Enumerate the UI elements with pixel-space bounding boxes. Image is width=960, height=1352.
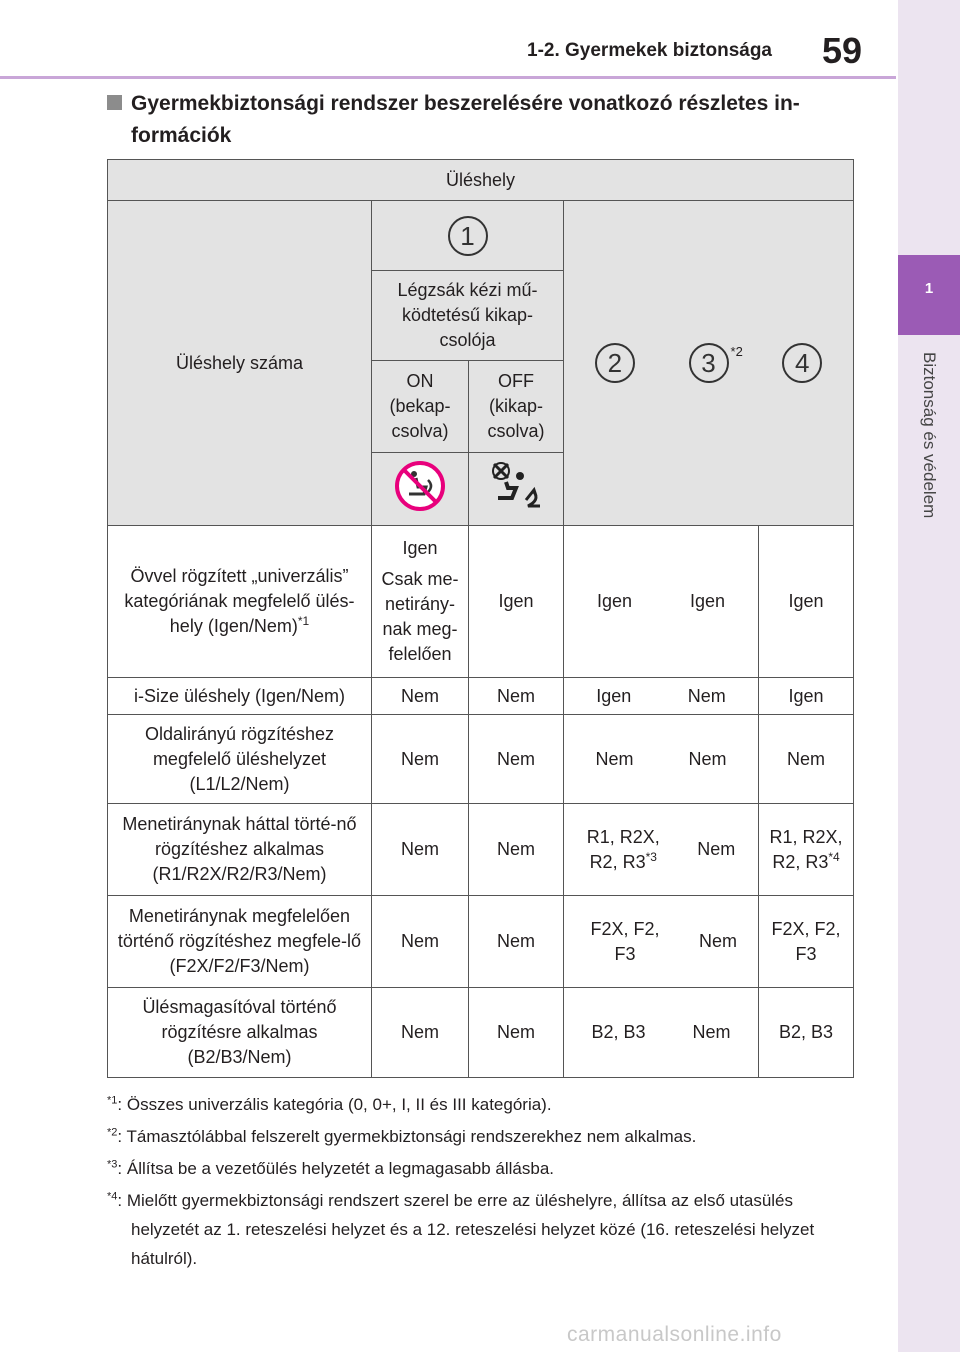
table-cell <box>564 988 759 1078</box>
table-cell: Nem <box>469 678 564 715</box>
cell-value: Igen <box>402 538 438 558</box>
footnote-mark: *4 <box>107 1190 118 1203</box>
footnote <box>107 1186 847 1273</box>
table-cell <box>372 526 469 678</box>
seat-number-1: 1 <box>448 216 488 256</box>
airbag-off-icon <box>469 453 564 526</box>
header-divider <box>0 76 896 79</box>
cell-value: Igen <box>689 591 726 611</box>
seat-number-4: 4 <box>782 343 822 383</box>
airbag-switch-label: Légzsák kézi mű-ködtetésű kikap-csolója <box>372 271 564 361</box>
seat-2-3-4-cell <box>564 201 854 526</box>
footnote-text: : Állítsa be a vezetőülés helyzetét a legmagasabb állásba. <box>117 1159 555 1178</box>
cell-value: F2X, F2, F3 <box>590 918 660 964</box>
table-cell <box>564 804 759 896</box>
airbag-prohibited-icon <box>372 453 469 526</box>
footnote-mark: *1 <box>297 614 310 628</box>
cell-value-line: R1, R2X, <box>586 826 660 847</box>
table-cell: Nem <box>469 896 564 988</box>
cell-value: Nem <box>697 839 736 859</box>
child-seat-table <box>107 159 854 1078</box>
table-cell <box>564 526 759 678</box>
footnote-mark: *3 <box>107 1158 118 1171</box>
table-cell: Igen <box>759 526 854 678</box>
cell-value: Nem <box>595 748 634 769</box>
footnote-mark: *4 <box>828 849 840 864</box>
on-label: ON (bekap-csolva) <box>372 361 469 453</box>
footnote <box>107 1154 847 1183</box>
cell-value: Nem <box>687 685 726 706</box>
cell-value-line: R2, R3 <box>772 851 829 872</box>
section-bullet-icon <box>107 95 122 110</box>
cell-value: Csak me-netirány-nak meg-felelően <box>381 569 459 664</box>
cell-value: Nem <box>698 931 737 951</box>
running-header-title: 1-2. Gyermekek biztonsága <box>527 40 772 61</box>
row-label <box>108 526 372 678</box>
table-cell: Igen <box>759 678 854 715</box>
cell-value: Igen <box>596 685 632 706</box>
table-cell: Nem <box>372 715 469 804</box>
off-label: OFF (kikap-csolva) <box>469 361 564 453</box>
seat-number-3: 3 <box>689 343 729 383</box>
table-cell: Igen <box>469 526 564 678</box>
seat-number-label: Üléshely száma <box>108 201 372 526</box>
footnote-mark: *3 <box>645 849 657 864</box>
row-label: i-Size üléshely (Igen/Nem) <box>108 678 372 715</box>
watermark: carmanualsonline.info <box>567 1323 782 1346</box>
table-cell: Nem <box>372 678 469 715</box>
sidebar-strip <box>898 0 960 1352</box>
footnote <box>107 1090 847 1119</box>
table-cell: Nem <box>372 896 469 988</box>
row-label: Menetiránynak megfelelően történő rögzítéshez megfele-lő (F2X/F2/F3/Nem) <box>108 896 372 988</box>
seat-3-footnote-mark: *2 <box>730 344 743 359</box>
table-cell: Nem <box>372 804 469 896</box>
footnote-text: : Összes univerzális kategória (0, 0+, I, II és III kategória). <box>117 1095 552 1114</box>
footnote-text: : Támasztólábbal felszerelt gyermekbiztonsági rendszerekhez nem alkalmas. <box>117 1127 697 1146</box>
table-cell <box>564 896 759 988</box>
cell-value: B2, B3 <box>591 1022 646 1042</box>
cell-value: Nem <box>688 748 727 769</box>
table-cell: F2X, F2, F3 <box>759 896 854 988</box>
seat-number-2: 2 <box>595 343 635 383</box>
cell-value <box>587 825 660 875</box>
footnote-text: : Mielőtt gyermekbiztonsági rendszert szerel be erre az üléshelyre, állítsa az első utasülés helyzetét az 1. reteszelési helyzet és a 12. reteszelési helyzet közé (16. reteszelési helyzet hátulról). <box>117 1191 815 1268</box>
section-heading: Gyermekbiztonsági rendszer beszerelésére vonatkozó részletes in-formációk <box>131 92 800 147</box>
cell-value-line: R1, R2X, <box>769 826 843 847</box>
cell-value: Igen <box>596 591 633 611</box>
seat-position-header: Üléshely <box>108 160 854 201</box>
row-label-text: Övvel rögzített „univerzális” kategóriának megfelelő ülés-hely (Igen/Nem) <box>124 566 355 636</box>
row-label: Menetiránynak háttal törté-nő rögzítéshez alkalmas (R1/R2X/R2/R3/Nem) <box>108 804 372 896</box>
table-cell: Nem <box>759 715 854 804</box>
chapter-number: 1 <box>924 280 934 297</box>
page-number: 59 <box>822 30 863 71</box>
chapter-label: Biztonság és védelem <box>920 352 939 519</box>
table-cell <box>759 804 854 896</box>
row-label: Ülésmagasítóval történő rögzítésre alkalmas (B2/B3/Nem) <box>108 988 372 1078</box>
table-cell: Nem <box>469 988 564 1078</box>
table-cell: Nem <box>372 988 469 1078</box>
cell-value-line: R2, R3 <box>589 851 646 872</box>
table-cell <box>564 715 759 804</box>
table-cell <box>564 678 759 715</box>
table-cell: B2, B3 <box>759 988 854 1078</box>
footnote-mark: *2 <box>107 1126 118 1139</box>
table-cell: Nem <box>469 804 564 896</box>
footnote <box>107 1122 847 1151</box>
row-label: Oldalirányú rögzítéshez megfelelő üléshelyzet (L1/L2/Nem) <box>108 715 372 804</box>
footnote-mark: *1 <box>107 1094 118 1107</box>
table-cell: Nem <box>469 715 564 804</box>
cell-value: Nem <box>692 1022 731 1042</box>
seat-1-cell <box>372 201 564 271</box>
